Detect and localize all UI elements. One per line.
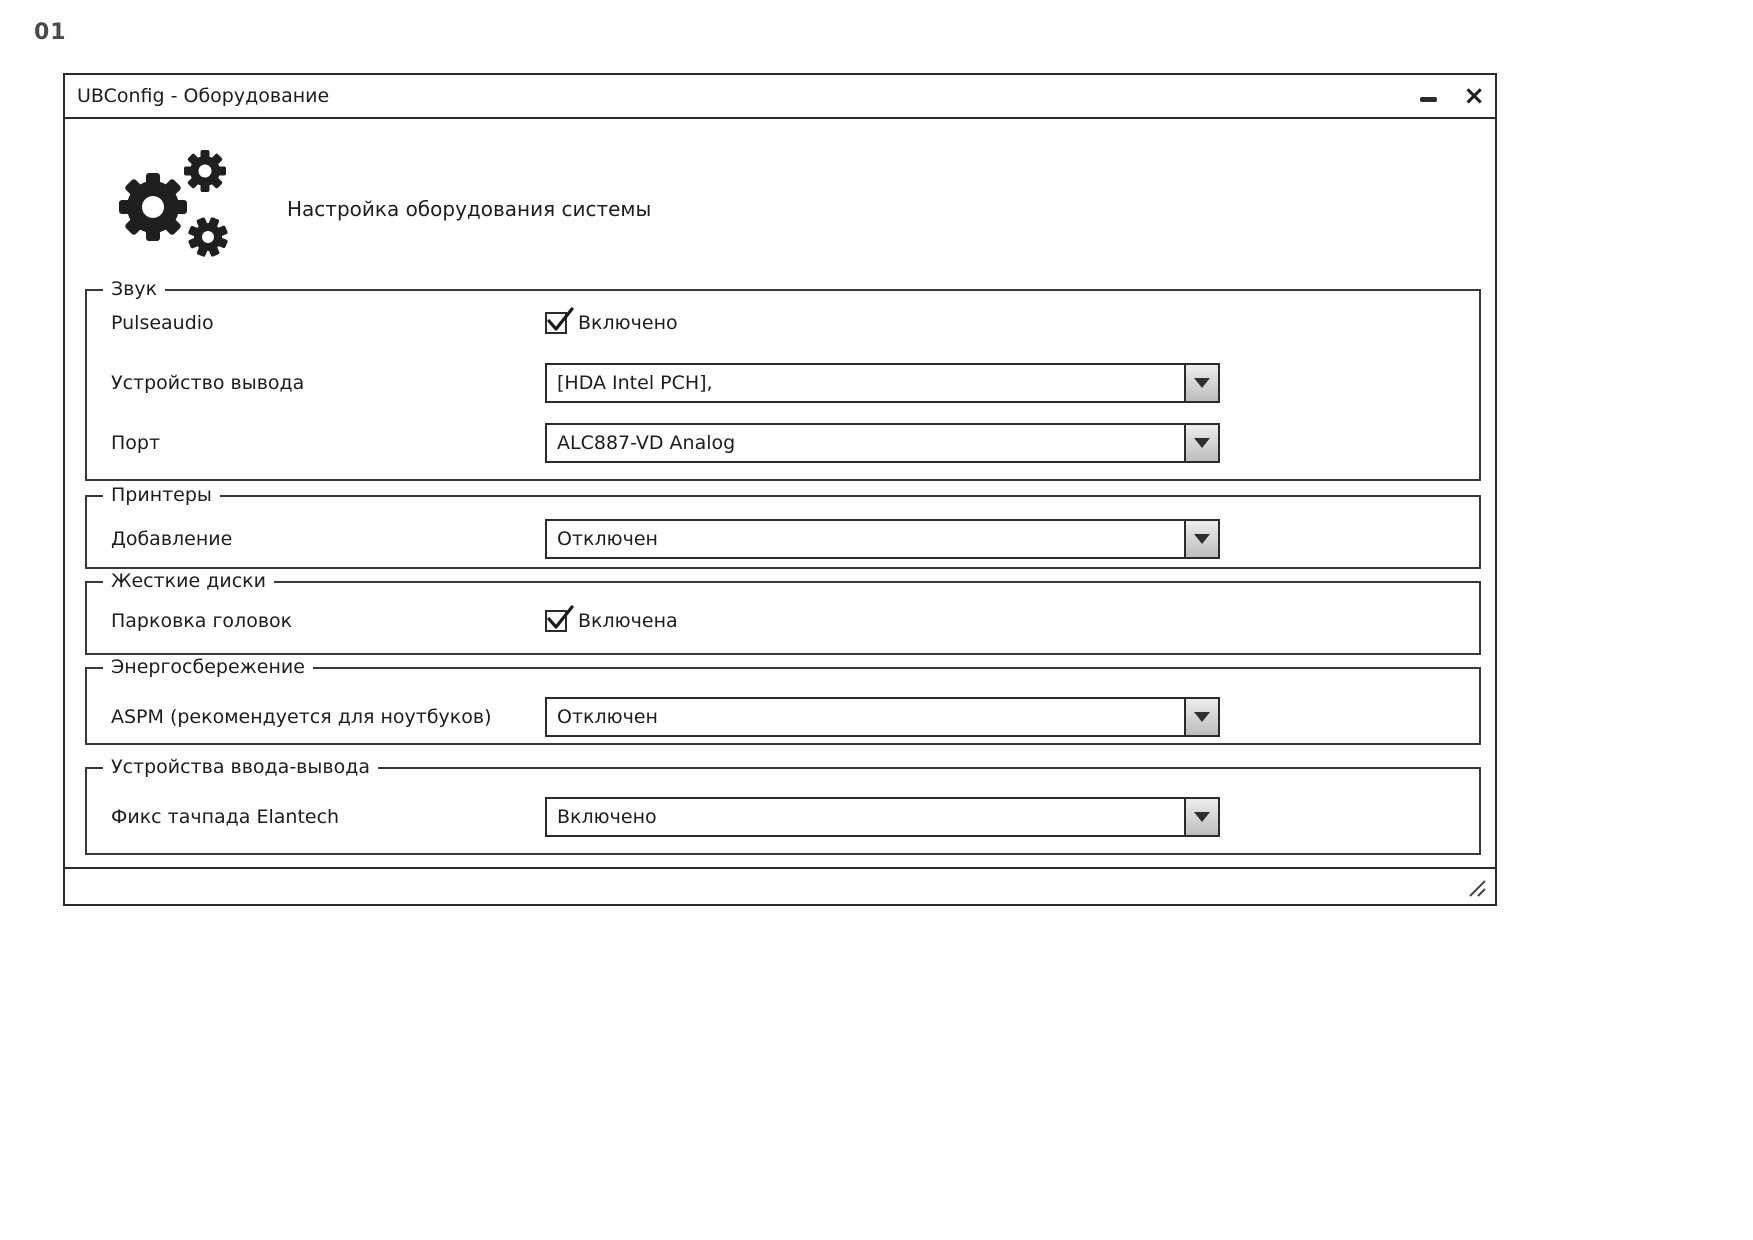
checkbox-state-label: Включена — [578, 610, 678, 632]
dropdown-arrow-button[interactable] — [1184, 521, 1218, 557]
aspm-row — [111, 697, 1463, 737]
port-dropdown[interactable] — [545, 423, 1220, 463]
elantech-fix-dropdown[interactable] — [545, 797, 1220, 837]
window-title: UBConfig - Оборудование — [77, 85, 330, 107]
aspm-dropdown[interactable] — [545, 697, 1220, 737]
dropdown-value: Включено — [557, 806, 657, 828]
output-device-dropdown[interactable] — [545, 363, 1220, 403]
field-label: Устройство вывода — [111, 372, 305, 394]
group-sound — [85, 278, 1481, 481]
dropdown-arrow-button[interactable] — [1184, 425, 1218, 461]
printer-add-dropdown[interactable] — [545, 519, 1220, 559]
minimize-button[interactable] — [1420, 97, 1437, 102]
group-io-devices — [85, 756, 1481, 855]
dialog-description: Настройка оборудования системы — [287, 197, 652, 221]
group-hard-disks-title: Жесткие диски — [103, 570, 274, 592]
chevron-down-icon — [1194, 438, 1210, 448]
page-number-label: 01 — [34, 20, 67, 45]
field-label: Pulseaudio — [111, 312, 214, 334]
group-io-devices-title: Устройства ввода-вывода — [103, 756, 378, 778]
dropdown-value: [HDA Intel PCH], — [557, 372, 713, 394]
field-label: Добавление — [111, 528, 233, 550]
pulseaudio-row — [111, 303, 1463, 343]
dropdown-arrow-button[interactable] — [1184, 699, 1218, 735]
checkbox-state-label: Включено — [578, 312, 678, 334]
field-label: Парковка головок — [111, 610, 293, 632]
dropdown-value: Отключен — [557, 528, 658, 550]
window-titlebar[interactable] — [65, 75, 1495, 119]
printer-add-row — [111, 519, 1463, 559]
pulseaudio-checkbox[interactable] — [545, 312, 567, 334]
head-parking-row — [111, 601, 1463, 641]
output-device-row — [111, 363, 1463, 403]
group-hard-disks — [85, 570, 1481, 655]
group-printers-title: Принтеры — [103, 484, 220, 506]
chevron-down-icon — [1194, 812, 1210, 822]
field-label: Порт — [111, 432, 161, 454]
resize-grip-icon[interactable] — [1467, 878, 1487, 898]
chevron-down-icon — [1194, 712, 1210, 722]
dropdown-value: Отключен — [557, 706, 658, 728]
ubconfig-window — [63, 73, 1497, 906]
gears-icon — [105, 143, 243, 275]
field-label: Фикс тачпада Elantech — [111, 806, 340, 828]
dropdown-arrow-button[interactable] — [1184, 799, 1218, 835]
group-power-saving — [85, 656, 1481, 745]
chevron-down-icon — [1194, 534, 1210, 544]
dropdown-value: ALC887-VD Analog — [557, 432, 736, 454]
port-row — [111, 423, 1463, 463]
field-label: ASPM (рекомендуется для ноутбуков) — [111, 706, 492, 728]
group-sound-title: Звук — [103, 278, 165, 300]
dropdown-arrow-button[interactable] — [1184, 365, 1218, 401]
head-parking-checkbox[interactable] — [545, 610, 567, 632]
elantech-fix-row — [111, 797, 1463, 837]
chevron-down-icon — [1194, 378, 1210, 388]
group-power-saving-title: Энергосбережение — [103, 656, 313, 678]
group-printers — [85, 484, 1481, 569]
status-bar — [65, 867, 1495, 904]
close-button[interactable]: × — [1463, 81, 1485, 111]
